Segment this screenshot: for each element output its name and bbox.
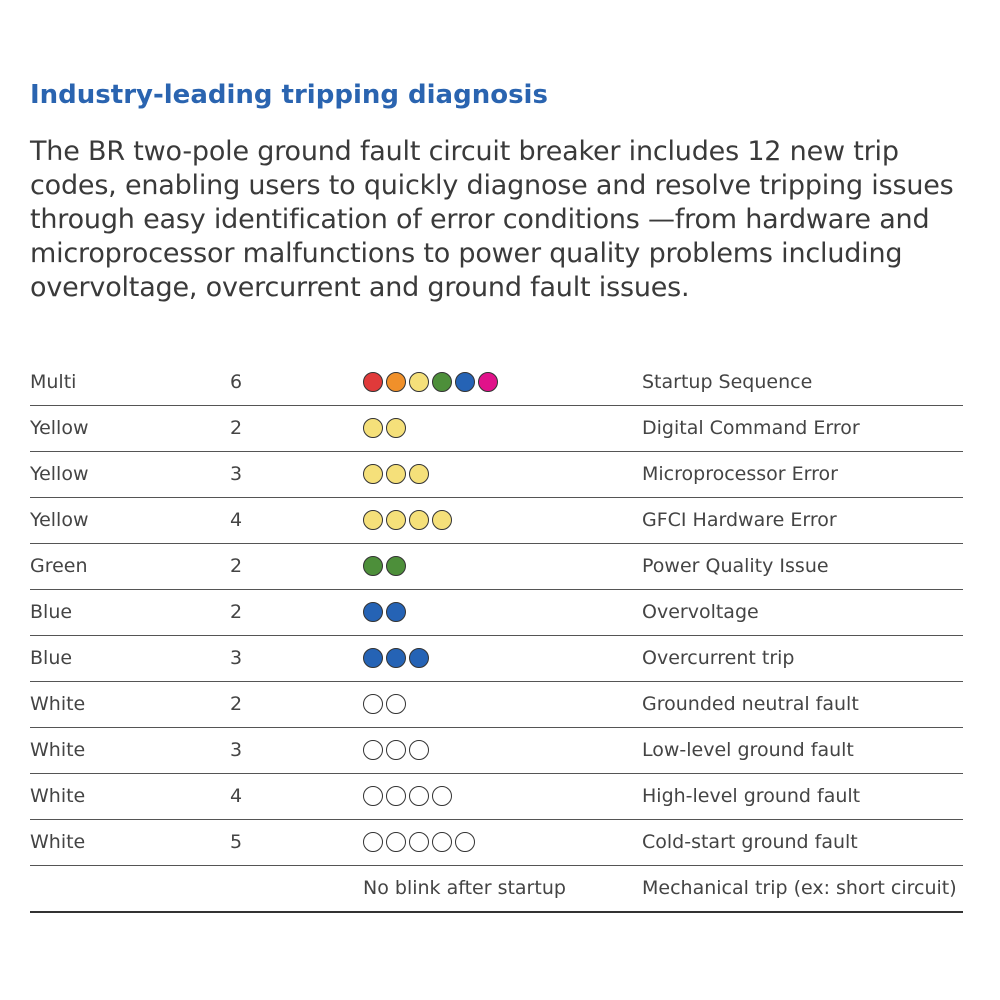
blink-count-cell: 2 — [230, 555, 243, 577]
blink-pattern-cell — [363, 832, 478, 852]
blink-pattern-cell — [363, 464, 432, 484]
led-dot-icon — [432, 372, 452, 392]
led-dot-icon — [363, 740, 383, 760]
led-dot-icon — [386, 648, 406, 668]
blink-count-cell: 3 — [230, 739, 243, 761]
trip-description-cell: Low-level ground fault — [642, 739, 854, 761]
led-dot-icon — [386, 510, 406, 530]
trip-description-cell: Digital Command Error — [642, 417, 860, 439]
led-dot-icon — [455, 372, 475, 392]
led-dot-icon — [363, 786, 383, 806]
blink-count-cell: 3 — [230, 463, 243, 485]
led-dot-icon — [386, 602, 406, 622]
table-row — [30, 866, 963, 911]
trip-description-cell: Microprocessor Error — [642, 463, 838, 485]
table-row — [30, 590, 963, 636]
led-dot-icon — [409, 510, 429, 530]
table-row — [30, 636, 963, 682]
table-row — [30, 498, 963, 544]
led-dot-icon — [409, 648, 429, 668]
trip-description-cell: Overvoltage — [642, 601, 759, 623]
led-dot-icon — [386, 418, 406, 438]
blink-count-cell: 2 — [230, 693, 243, 715]
led-color-cell: White — [30, 831, 86, 853]
led-dot-icon — [386, 832, 406, 852]
blink-count-cell: 4 — [230, 785, 243, 807]
led-dot-icon — [455, 832, 475, 852]
led-dot-icon — [386, 786, 406, 806]
led-color-cell: Yellow — [30, 509, 89, 531]
table-row — [30, 452, 963, 498]
led-dot-icon — [409, 740, 429, 760]
blink-pattern-cell — [363, 372, 501, 392]
led-dot-icon — [409, 832, 429, 852]
intro-paragraph: The BR two-pole ground fault circuit breaker includes 12 new trip codes, enabling users to quickly diagnose and resolve tripping issues through easy identification of error conditions —from hardware and microprocessor malfunctions to power quality problems including overvoltage, overcurrent and ground fault issues. — [30, 136, 954, 303]
led-color-cell: White — [30, 785, 86, 807]
trip-description-cell: Cold-start ground fault — [642, 831, 858, 853]
led-dot-icon — [363, 372, 383, 392]
led-dot-icon — [363, 556, 383, 576]
led-dot-icon — [386, 740, 406, 760]
blink-pattern-cell — [363, 602, 409, 622]
led-dot-icon — [386, 694, 406, 714]
blink-pattern-cell — [363, 418, 409, 438]
led-color-cell: Yellow — [30, 417, 89, 439]
led-dot-icon — [363, 694, 383, 714]
table-row — [30, 774, 963, 820]
led-color-cell: Blue — [30, 647, 73, 669]
led-dot-icon — [409, 372, 429, 392]
led-color-cell: Yellow — [30, 463, 89, 485]
led-dot-icon — [386, 556, 406, 576]
table-row — [30, 728, 963, 774]
led-dot-icon — [478, 372, 498, 392]
blink-count-cell: 3 — [230, 647, 243, 669]
led-dot-icon — [432, 510, 452, 530]
led-dot-icon — [409, 464, 429, 484]
blink-pattern-cell — [363, 556, 409, 576]
blink-count-cell: 4 — [230, 509, 243, 531]
led-dot-icon — [409, 786, 429, 806]
blink-count-cell: 5 — [230, 831, 243, 853]
led-color-cell: Multi — [30, 371, 77, 393]
trip-description-cell: Grounded neutral fault — [642, 693, 859, 715]
blink-count-cell: 2 — [230, 601, 243, 623]
led-color-cell: White — [30, 693, 86, 715]
led-dot-icon — [363, 418, 383, 438]
table-row — [30, 360, 963, 406]
led-dot-icon — [363, 602, 383, 622]
table-row — [30, 544, 963, 590]
trip-description-cell: GFCI Hardware Error — [642, 509, 837, 531]
table-row — [30, 820, 963, 866]
trip-description-cell: Mechanical trip (ex: short circuit) — [642, 877, 957, 899]
trip-description-cell: Power Quality Issue — [642, 555, 829, 577]
blink-pattern-cell — [363, 786, 455, 806]
blink-pattern-cell — [363, 740, 432, 760]
led-dot-icon — [432, 832, 452, 852]
led-color-cell: White — [30, 739, 86, 761]
led-dot-icon — [363, 648, 383, 668]
table-row — [30, 406, 963, 452]
trip-description-cell: High-level ground fault — [642, 785, 861, 807]
led-dot-icon — [386, 464, 406, 484]
blink-count-cell: 6 — [230, 371, 243, 393]
blink-count-cell: 2 — [230, 417, 243, 439]
led-dot-icon — [363, 510, 383, 530]
trip-code-table — [30, 360, 963, 913]
page-title: Industry-leading tripping diagnosis — [30, 80, 548, 110]
blink-note: No blink after startup — [363, 877, 566, 899]
trip-description-cell: Overcurrent trip — [642, 647, 795, 669]
table-row — [30, 682, 963, 728]
led-dot-icon — [363, 832, 383, 852]
blink-pattern-cell — [363, 510, 455, 530]
led-color-cell: Green — [30, 555, 88, 577]
led-dot-icon — [432, 786, 452, 806]
led-dot-icon — [363, 464, 383, 484]
blink-pattern-cell — [363, 694, 409, 714]
trip-description-cell: Startup Sequence — [642, 371, 813, 393]
blink-pattern-cell — [363, 648, 432, 668]
led-color-cell: Blue — [30, 601, 73, 623]
led-dot-icon — [386, 372, 406, 392]
blink-pattern-cell — [363, 877, 566, 899]
